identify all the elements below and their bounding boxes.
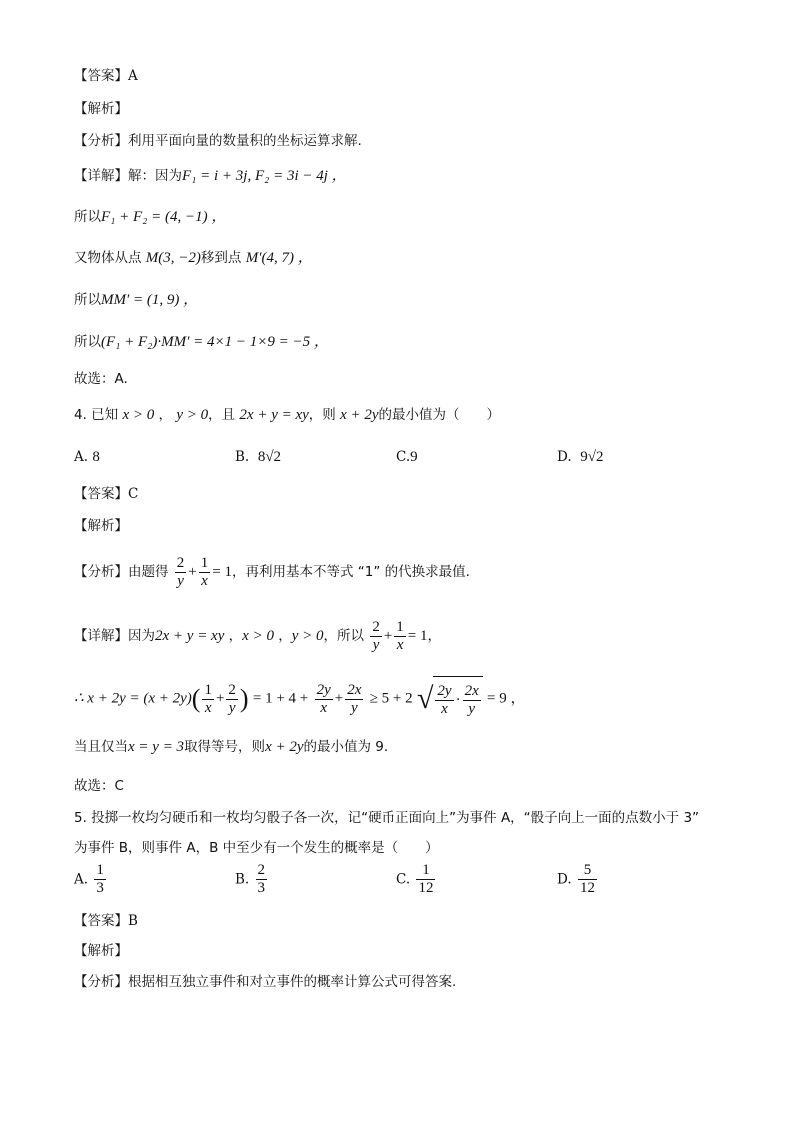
q5-option-b: B. $\frac{2}{3}$: [235, 862, 266, 896]
q3-detail-line-5: [74, 332, 329, 352]
q4-option-a: A. 8: [74, 449, 100, 465]
q4-analysis-heading: 【解析】: [74, 518, 128, 534]
q3-d3-point-m: M(3, −2): [145, 250, 201, 266]
q3-detail-math-1: F₁ = i + 3j, F₂ = 3i − 4j ，: [182, 168, 347, 184]
q3-d5-math: (F₁ + F₂)·MM′ = 4×1 − 1×9 = −5 ，: [101, 334, 329, 350]
q3-d3-point-m-prime: M′(4, 7) ，: [245, 250, 313, 266]
q3-d3-text-1: 又物体从点: [74, 250, 142, 266]
q3-detail-line-4: [74, 290, 198, 310]
q3-d3-text-2: 移到点: [200, 250, 242, 266]
q4-equality-line: 当且仅当x = y = 3取得等号，则x + 2y的最小值为 9.: [74, 739, 389, 755]
q4-answer-line: 【答案】C: [74, 486, 139, 502]
q4-conclusion: 故选：C: [74, 778, 124, 794]
fenxi-label: 【分析】: [74, 133, 128, 149]
q3-fenxi-line: [74, 131, 362, 151]
q3-d2-math: F₁ + F₂ = (4, −1) ，: [101, 209, 227, 225]
analysis-label: 【解析】: [74, 101, 128, 117]
fraction-1-over-x: $\frac{1}{x}$: [200, 555, 209, 589]
q3-conclusion: 故选：A.: [74, 371, 128, 387]
q3-answer-line: [74, 66, 138, 86]
q5-option-c: C. $\frac{1}{12}$: [396, 862, 434, 896]
detail-label: 【详解】: [74, 168, 128, 184]
q5-option-a: A. $\frac{1}{3}$: [74, 862, 104, 896]
q4-fenxi-line: 【分析】由题得 $\frac{2}{y}$ + $\frac{1}{x}$ = 1，再利用基本不等式 “1” 的代换求最值.: [74, 555, 470, 589]
q3-d5-prefix: 所以: [74, 334, 101, 350]
q4-option-c: C.9: [396, 449, 418, 465]
q5-answer-line: 【答案】B: [74, 913, 138, 929]
fraction-2-over-y: $\frac{2}{y}$: [176, 555, 185, 589]
q3-analysis-heading: [74, 99, 128, 119]
q5-stem-line-1: 5. 投掷一枚均匀硬币和一枚均匀骰子各一次，记“硬币正面向上”为事件 A，“骰子向上一面的点数小于 3”: [74, 810, 700, 826]
q3-detail-line-1: [74, 166, 347, 186]
q4-detail-line-1: 【详解】因为2x + y = xy ，x > 0 ，y > 0，所以 $\frac{2}{y}$ + $\frac{1}{x}$ = 1，: [74, 619, 442, 653]
q5-answer-value: B: [128, 913, 138, 929]
q4-option-d: D. 9√2: [557, 449, 604, 465]
q5-stem-line-2: 为事件 B，则事件 A，B 中至少有一个发生的概率是（ ）: [74, 840, 439, 856]
q4-option-b: B. 8√2: [235, 449, 282, 465]
q5-fenxi-line: 【分析】根据相互独立事件和对立事件的概率计算公式可得答案.: [74, 974, 457, 990]
q5-option-d: D. $\frac{5}{12}$: [557, 862, 595, 896]
q3-d4-prefix: 所以: [74, 292, 101, 308]
sqrt-expression: √ $\frac{2y}{x}$ · $\frac{2x}{y}$: [417, 676, 483, 722]
q3-d4-math: MM′ = (1, 9) ，: [101, 292, 199, 308]
q3-detail-prefix: 解：因为: [128, 168, 182, 184]
q3-answer-value: A: [128, 68, 138, 84]
q3-fenxi-text: 利用平面向量的数量积的坐标运算求解.: [128, 133, 362, 149]
q3-detail-line-2: [74, 207, 226, 227]
q4-stem: 4. 已知 x > 0 ， y > 0，且 2x + y = xy，则 x + 2y的最小值为（ ）: [74, 407, 501, 423]
q3-d2-prefix: 所以: [74, 209, 101, 225]
q4-answer-value: C: [128, 486, 139, 502]
q3-detail-line-3: [74, 248, 313, 268]
q4-inequality-chain: ∴ x + 2y = (x + 2y)( $\frac{1}{x}$ + $\frac{2}{y}$ ) = 1 + 4 + $\frac{2y}{x}$ + $\frac{2x}{y}$ ≥ 5 + 2 √ $\frac{2y}{x}$ · $\frac{2x}{y}$ = 9 ，: [74, 676, 526, 722]
q5-analysis-heading: 【解析】: [74, 943, 128, 959]
answer-label: 【答案】: [74, 68, 128, 84]
